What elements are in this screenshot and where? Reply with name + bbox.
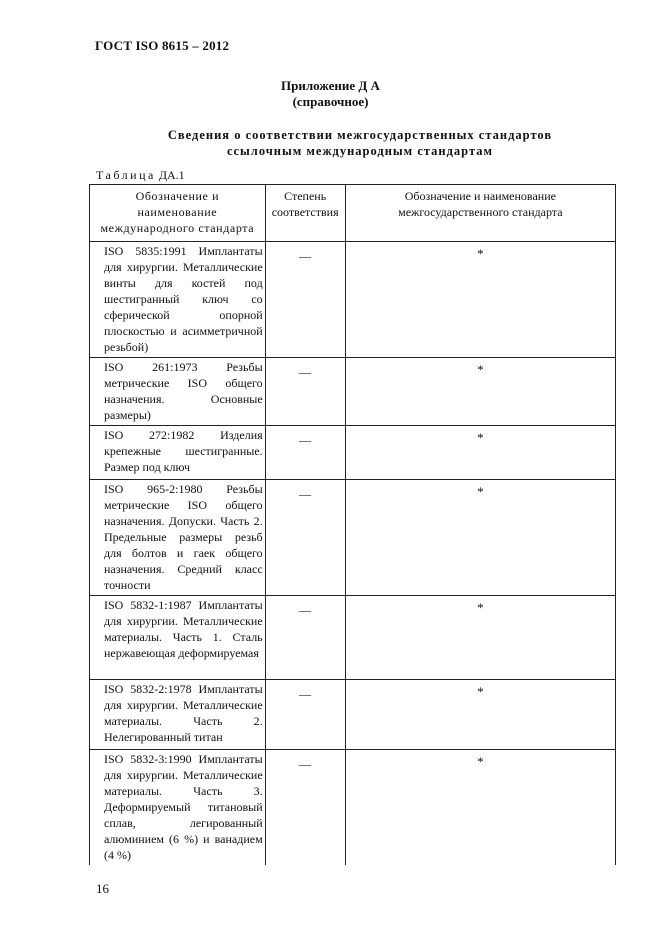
cell-interstate-standard (345, 680, 615, 750)
column-header-international-standard: Обозначение и наименование международного стандарта (90, 185, 266, 242)
appendix-kind: (справочное) (292, 94, 369, 109)
degree-dash: — (299, 365, 312, 379)
cell-degree (265, 680, 345, 750)
table-row (90, 480, 616, 596)
cell-interstate-standard (345, 426, 615, 480)
table-caption-prefix: Таблица (96, 168, 156, 182)
table-row (90, 242, 616, 358)
document-code: ГОСТ ISO 8615 – 2012 (95, 38, 230, 53)
cell-degree (265, 480, 345, 596)
standard-text: ISO 965-2:1980 Резьбы метрические ISO общего назначения. Допуски. Часть 2. Предельные размеры резьб для болтов и гаек общего назначения. Средний класс точности (104, 482, 263, 592)
gost-asterisk: * (477, 362, 484, 377)
correspondence-table (89, 184, 616, 865)
cell-international-standard (90, 358, 266, 426)
cell-international-standard (90, 750, 266, 866)
degree-dash: — (299, 433, 312, 447)
standard-text: ISO 272:1982 Изделия крепежные шестигранные. Размер под ключ (104, 428, 263, 474)
cell-international-standard (90, 426, 266, 480)
appendix-heading (0, 78, 661, 110)
standard-text: ISO 5832-1:1987 Имплантаты для хирургии. Металлические материалы. Часть 1. Сталь нержавеющая деформируемая (104, 598, 263, 660)
gost-asterisk: * (477, 430, 484, 445)
standard-text: ISO 5835:1991 Имплантаты для хирургии. Металлические винты для костей под шестигранный ключ со сферической опорной плоскостью и асимметричной резьбой) (104, 244, 263, 354)
gost-asterisk: * (477, 754, 484, 769)
standard-text: ISO 5832-2:1978 Имплантаты для хирургии. Металлические материалы. Часть 2. Нелегированный титан (104, 682, 263, 744)
gost-asterisk: * (477, 484, 484, 499)
degree-dash: — (299, 757, 312, 771)
cell-international-standard (90, 596, 266, 680)
cell-degree (265, 596, 345, 680)
table-row (90, 750, 616, 866)
column-header-interstate-standard: Обозначение и наименование межгосударственного стандарта (345, 185, 615, 242)
table-header-row (90, 185, 616, 242)
appendix-title (100, 127, 620, 159)
appendix-label: Приложение Д А (281, 78, 380, 93)
column-header-degree: Степень соответствия (265, 185, 345, 242)
table-row (90, 596, 616, 680)
cell-interstate-standard (345, 750, 615, 866)
cell-degree (265, 426, 345, 480)
cell-degree (265, 358, 345, 426)
gost-asterisk: * (477, 246, 484, 261)
table-row (90, 426, 616, 480)
cell-degree (265, 750, 345, 866)
cell-interstate-standard (345, 596, 615, 680)
cell-interstate-standard (345, 242, 615, 358)
cell-international-standard (90, 242, 266, 358)
standard-text: ISO 5832-3:1990 Имплантаты для хирургии. Металлические материалы. Часть 3. Деформируемый титановый сплав, легированный алюминием (6 %) и ванадием (4 %) (104, 752, 263, 862)
cell-interstate-standard (345, 358, 615, 426)
table-row (90, 358, 616, 426)
page-number: 16 (96, 881, 109, 896)
table-row (90, 680, 616, 750)
table-caption (96, 168, 185, 183)
appendix-title-line-1: Сведения о соответствии межгосударственных стандартов (167, 128, 553, 142)
degree-dash: — (299, 603, 312, 617)
cell-interstate-standard (345, 480, 615, 596)
degree-dash: — (299, 487, 312, 501)
cell-international-standard (90, 480, 266, 596)
gost-asterisk: * (477, 684, 484, 699)
table-caption-number: ДА.1 (158, 168, 185, 182)
appendix-title-line-2: ссылочным международным стандартам (226, 144, 494, 158)
degree-dash: — (299, 249, 312, 263)
standard-text: ISO 261:1973 Резьбы метрические ISO общего назначения. Основные размеры) (104, 360, 263, 422)
cell-degree (265, 242, 345, 358)
gost-asterisk: * (477, 600, 484, 615)
cell-international-standard (90, 680, 266, 750)
degree-dash: — (299, 687, 312, 701)
